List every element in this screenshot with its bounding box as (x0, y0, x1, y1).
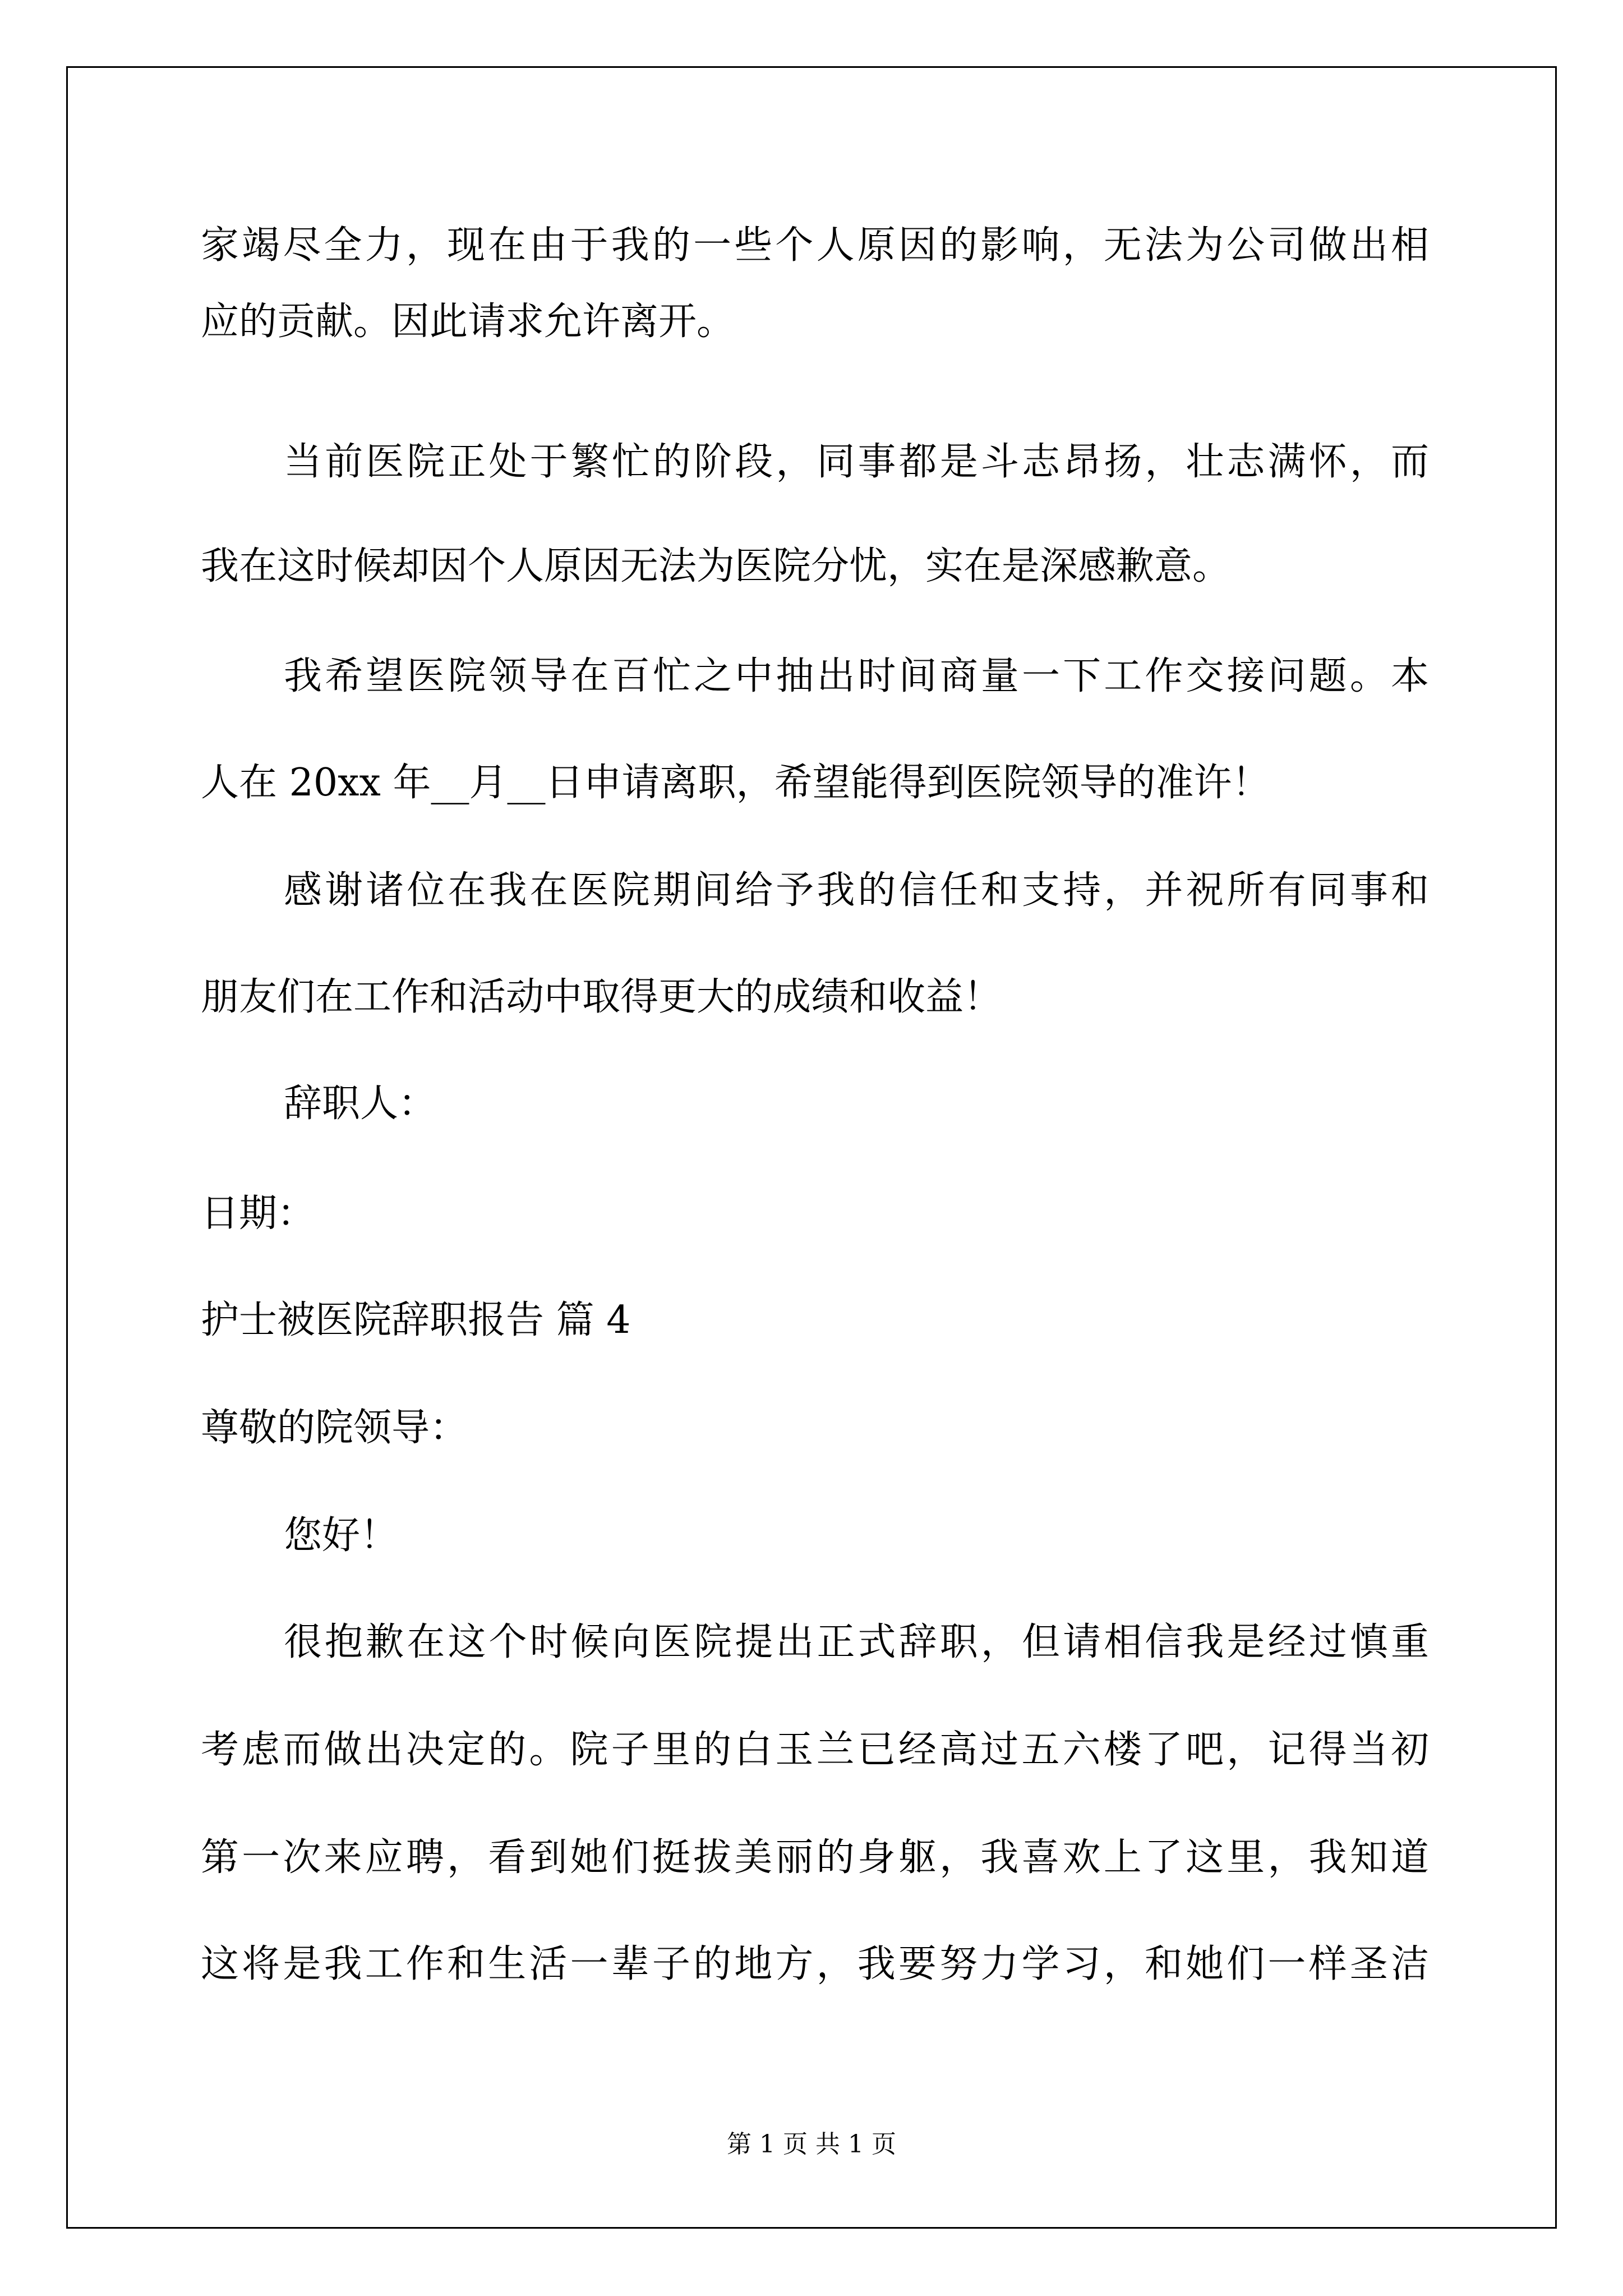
paragraph-line: 家竭尽全力，现在由于我的一些个人原因的影响，无法为公司做出相 (201, 223, 1429, 268)
date-label: 日期： (201, 1191, 316, 1236)
signatory-label: 辞职人： (284, 1082, 437, 1126)
paragraph-line: 这将是我工作和生活一辈子的地方，我要努力学习，和她们一样圣洁 (201, 1942, 1429, 1986)
paragraph-line: 朋友们在工作和活动中取得更大的成绩和收益！ (201, 975, 1002, 1019)
paragraph-line: 考虑而做出决定的。院子里的白玉兰已经高过五六楼了吧，记得当初 (201, 1728, 1429, 1772)
paragraph-line: 很抱歉在这个时候向医院提出正式辞职，但请相信我是经过慎重 (284, 1620, 1429, 1664)
paragraph-line: 我希望医院领导在百忙之中抽出时间商量一下工作交接问题。本 (284, 654, 1429, 698)
paragraph-line: 第一次来应聘，看到她们挺拔美丽的身躯，我喜欢上了这里，我知道 (201, 1835, 1429, 1880)
greeting: 您好！ (284, 1513, 399, 1558)
paragraph-line: 当前医院正处于繁忙的阶段，同事都是斗志昂扬，壮志满怀，而 (284, 440, 1429, 484)
paragraph-line: 感谢诸位在我在医院期间给予我的信任和支持，并祝所有同事和 (284, 868, 1429, 913)
paragraph-line: 应的贡献。因此请求允许离开。 (201, 300, 735, 344)
page-number-footer: 第 1 页 共 1 页 (727, 2130, 896, 2159)
paragraph-line: 人在 20xx 年__月__日申请离职，希望能得到医院领导的准许！ (201, 761, 1270, 805)
section-heading: 护士被医院辞职报告 篇 4 (201, 1298, 631, 1342)
salutation: 尊敬的院领导： (201, 1406, 468, 1450)
page-border (66, 66, 1557, 2229)
paragraph-line: 我在这时候却因个人原因无法为医院分忧，实在是深感歉意。 (201, 544, 1231, 588)
